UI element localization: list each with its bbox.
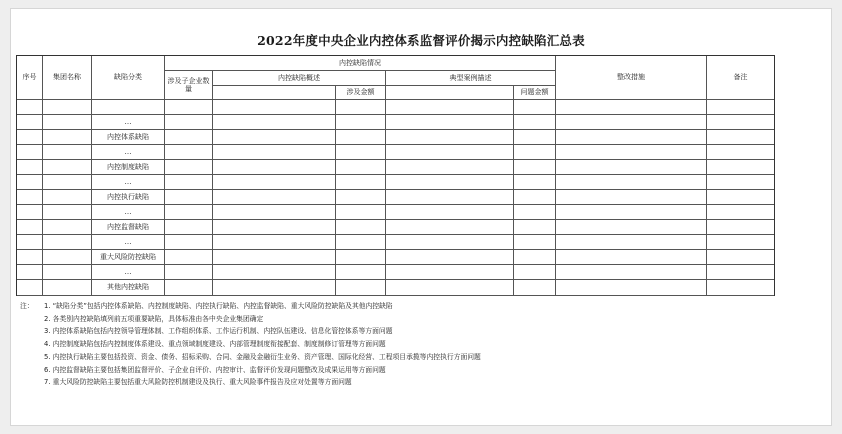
table-cell	[17, 220, 43, 235]
table-cell	[514, 265, 556, 280]
defect-category-cell: …	[92, 235, 165, 250]
defect-category-cell	[92, 100, 165, 115]
table-cell	[707, 205, 774, 220]
header-problem-amount: 问题金额	[514, 86, 556, 100]
table-cell	[213, 160, 336, 175]
table-cell	[514, 295, 556, 296]
table-cell	[17, 280, 43, 295]
table-cell	[336, 295, 386, 296]
table-cell	[336, 190, 386, 205]
table-cell	[336, 175, 386, 190]
table-cell	[165, 235, 213, 250]
table-cell	[514, 100, 556, 115]
table-cell	[386, 115, 514, 130]
table-cell	[165, 145, 213, 160]
table-cell	[707, 130, 774, 145]
note-prefix	[20, 376, 44, 389]
table-cell	[165, 190, 213, 205]
note-prefix	[20, 313, 44, 326]
table-cell	[386, 190, 514, 205]
table-cell	[213, 145, 336, 160]
table-cell	[514, 115, 556, 130]
defect-category-cell: …	[92, 175, 165, 190]
header-blank	[213, 86, 336, 100]
document-title: 2022年度中央企业内控体系监督评价揭示内控缺陷汇总表	[257, 33, 585, 48]
table-cell	[165, 115, 213, 130]
table-cell	[386, 220, 514, 235]
note-text: 4. 内控制度缺陷包括内控制度体系建设、重点领域制度建设、内部管理制度衔接配套、制度制修订管理等方面问题	[44, 340, 386, 349]
table-cell	[336, 265, 386, 280]
table-cell	[707, 295, 774, 296]
table-cell	[386, 175, 514, 190]
table-cell	[336, 235, 386, 250]
table-cell	[213, 115, 336, 130]
table-cell	[165, 205, 213, 220]
note-item	[20, 338, 800, 351]
table-cell	[165, 175, 213, 190]
table-cell	[43, 115, 92, 130]
defect-category-cell: 内控监督缺陷	[92, 220, 165, 235]
table-cell	[707, 160, 774, 175]
table-cell	[707, 250, 774, 265]
table-cell	[165, 220, 213, 235]
table-cell	[213, 280, 336, 295]
header-amount-involved: 涉及金额	[336, 86, 386, 100]
table-cell	[386, 235, 514, 250]
defect-summary-table	[16, 55, 775, 296]
header-defect-category: 缺陷分类	[92, 56, 165, 100]
table-cell	[43, 220, 92, 235]
header-seq: 序号	[17, 56, 43, 100]
table-cell	[17, 160, 43, 175]
table-cell	[43, 190, 92, 205]
table-cell	[386, 295, 514, 296]
table-cell	[514, 235, 556, 250]
table-cell	[165, 250, 213, 265]
note-item	[20, 300, 800, 313]
table-cell	[213, 265, 336, 280]
table-cell	[556, 280, 707, 295]
table-cell	[386, 265, 514, 280]
table-cell	[165, 130, 213, 145]
table-cell	[43, 295, 92, 296]
table-cell	[707, 265, 774, 280]
table-cell	[43, 265, 92, 280]
defect-category-cell: 内控制度缺陷	[92, 160, 165, 175]
table-cell	[336, 280, 386, 295]
table-cell	[556, 115, 707, 130]
note-text: 2. 各类别内控缺陷填列前五项重要缺陷，具体标准由各中央企业集团确定	[44, 314, 264, 323]
header-blank	[386, 86, 514, 100]
note-prefix	[20, 364, 44, 377]
defect-category-cell	[92, 295, 165, 296]
table-cell	[336, 205, 386, 220]
table-cell	[213, 175, 336, 190]
note-item	[20, 313, 800, 326]
table-cell	[514, 205, 556, 220]
table-cell	[17, 295, 43, 296]
table-cell	[336, 115, 386, 130]
table-cell	[514, 250, 556, 265]
table-cell	[43, 160, 92, 175]
note-prefix: 注：	[20, 302, 34, 310]
table-cell	[707, 145, 774, 160]
defect-category-cell: …	[92, 145, 165, 160]
table-cell	[43, 250, 92, 265]
table-cell	[556, 145, 707, 160]
table-cell	[556, 265, 707, 280]
table-cell	[213, 100, 336, 115]
header-sub-enterprises: 涉及子企业数量	[165, 71, 213, 100]
table-cell	[514, 220, 556, 235]
table-cell	[707, 220, 774, 235]
table-cell	[165, 280, 213, 295]
table-cell	[17, 115, 43, 130]
table-cell	[43, 130, 92, 145]
note-text: 5. 内控执行缺陷主要包括投资、资金、债务、招标采购、合同、金融及金融衍生业务、资产管理、国际化经营、工程项目承揽等内控执行方面问题	[44, 352, 481, 361]
note-item	[20, 351, 800, 364]
table-cell	[17, 145, 43, 160]
table-cell	[514, 145, 556, 160]
table-cell	[386, 160, 514, 175]
table-cell	[336, 130, 386, 145]
table-cell	[43, 235, 92, 250]
note-prefix	[20, 338, 44, 351]
table-cell	[165, 265, 213, 280]
table-cell	[556, 220, 707, 235]
table-cell	[17, 235, 43, 250]
table-cell	[17, 265, 43, 280]
table-cell	[556, 250, 707, 265]
note-item	[20, 364, 800, 377]
header-defect-summary: 内控缺陷概述	[213, 71, 386, 86]
table-cell	[556, 160, 707, 175]
defect-category-cell: …	[92, 265, 165, 280]
table-cell	[43, 280, 92, 295]
table-cell	[556, 205, 707, 220]
defect-category-cell: …	[92, 205, 165, 220]
note-text: 3. 内控体系缺陷包括内控领导管理体制、工作组织体系、工作运行机制、内控队伍建设、信息化管控体系等方面问题	[44, 327, 393, 336]
table-cell	[17, 190, 43, 205]
table-cell	[43, 205, 92, 220]
table-cell	[213, 250, 336, 265]
table-cell	[336, 160, 386, 175]
note-text: 6. 内控监督缺陷主要包括集团监督评价、子企业自评价、内控审计、监督评价发现问题整改及成果运用等方面问题	[44, 365, 386, 374]
table-cell	[336, 220, 386, 235]
header-group-name: 集团名称	[43, 56, 92, 100]
defect-category-cell: 其他内控缺陷	[92, 280, 165, 295]
note-text: 7. 重大风险防控缺陷主要包括重大风险防控机制建设及执行、重大风险事件报告及应对处置等方面问题	[44, 378, 352, 387]
header-remarks: 备注	[707, 56, 774, 100]
table-cell	[213, 130, 336, 145]
table-cell	[386, 145, 514, 160]
header-defect-situation: 内控缺陷情况	[165, 56, 556, 71]
table-cell	[213, 190, 336, 205]
defect-category-cell: 重大风险防控缺陷	[92, 250, 165, 265]
table-cell	[213, 205, 336, 220]
table-cell	[556, 295, 707, 296]
defect-category-cell: 内控执行缺陷	[92, 190, 165, 205]
header-typical-cases: 典型案例描述	[386, 71, 556, 86]
table-cell	[213, 235, 336, 250]
table-cell	[17, 175, 43, 190]
note-text: 1. “缺陷分类”包括内控体系缺陷、内控制度缺陷、内控执行缺陷、内控监督缺陷、重大风险防控缺陷及其他内控缺陷	[44, 302, 393, 310]
table-cell	[556, 190, 707, 205]
table-cell	[514, 160, 556, 175]
table-cell	[707, 175, 774, 190]
table-cell	[386, 205, 514, 220]
table-cell	[17, 205, 43, 220]
table-cell	[707, 115, 774, 130]
table-cell	[556, 100, 707, 115]
table-cell	[213, 295, 336, 296]
table-cell	[707, 235, 774, 250]
table-cell	[43, 100, 92, 115]
note-item	[20, 376, 800, 389]
table-cell	[213, 220, 336, 235]
table-cell	[707, 190, 774, 205]
table-cell	[514, 175, 556, 190]
table-cell	[556, 235, 707, 250]
table-cell	[336, 100, 386, 115]
table-cell	[17, 100, 43, 115]
table-cell	[386, 100, 514, 115]
table-cell	[386, 250, 514, 265]
table-cell	[336, 250, 386, 265]
table-cell	[556, 130, 707, 145]
note-item	[20, 325, 800, 338]
note-prefix	[20, 325, 44, 338]
table-cell	[17, 130, 43, 145]
note-prefix	[20, 351, 44, 364]
table-cell	[707, 280, 774, 295]
document-sheet	[10, 8, 832, 426]
notes-section	[20, 300, 800, 389]
table-cell	[165, 295, 213, 296]
table-cell	[165, 160, 213, 175]
table-cell	[514, 190, 556, 205]
table-cell	[707, 100, 774, 115]
table-cell	[386, 130, 514, 145]
header-rectification: 整改措施	[556, 56, 707, 100]
table-cell	[514, 280, 556, 295]
table-cell	[165, 100, 213, 115]
table-cell	[556, 175, 707, 190]
table-cell	[336, 145, 386, 160]
defect-category-cell: 内控体系缺陷	[92, 130, 165, 145]
table-cell	[514, 130, 556, 145]
table-cell	[386, 280, 514, 295]
defect-category-cell: …	[92, 115, 165, 130]
table-cell	[43, 145, 92, 160]
table-cell	[17, 250, 43, 265]
table-cell	[43, 175, 92, 190]
